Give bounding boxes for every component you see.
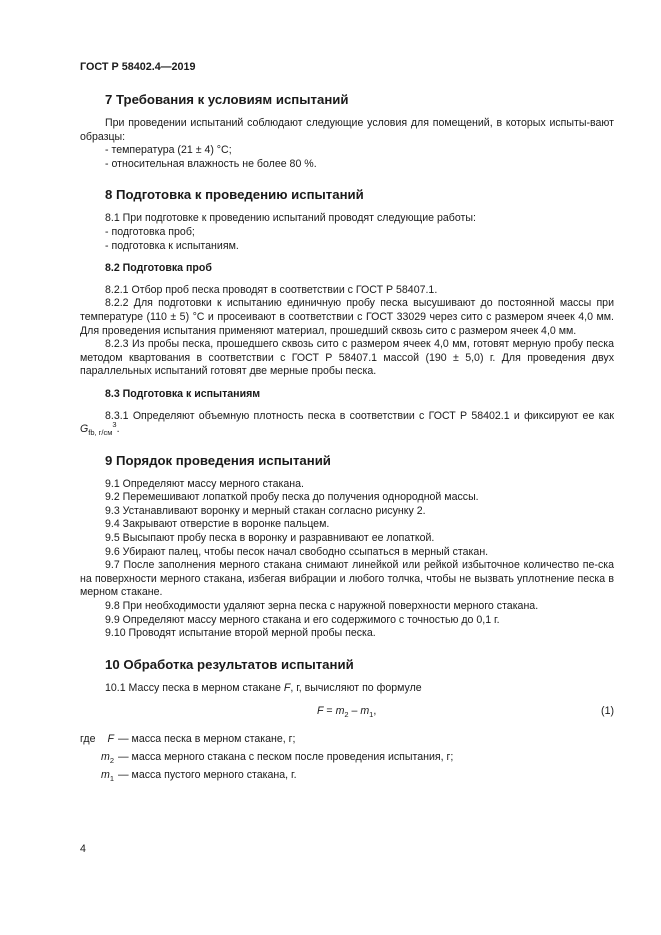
paragraph-8-3-1 (80, 410, 614, 437)
formula-lhs: F (317, 705, 324, 718)
paragraph-end: . (116, 423, 120, 436)
formula-1 (80, 705, 614, 721)
definition-symbol (108, 733, 114, 747)
paragraph-text: 8.3.1 Определяют объемную плотность песка в соответствии с ГОСТ Р 58402.1 и фиксируют ее как (105, 409, 614, 422)
list-item: 9.9 Определяют массу мерного стакана и его содержимого с точностью до 0,1 г. (105, 613, 500, 626)
page-number: 4 (80, 843, 86, 855)
paragraph-10-1 (80, 682, 614, 696)
where-label: где (80, 733, 96, 746)
list-item: 9.4 Закрывают отверстие в воронке пальцем. (105, 518, 330, 531)
list-item: 9.6 Убирают палец, чтобы песок начал свободно ссыпаться в мерный стакан. (105, 545, 489, 558)
subsection-8-3-title: 8.3 Подготовка к испытаниям (105, 387, 261, 400)
symbol-subscript: fb, г/см (88, 428, 113, 438)
definition-symbol (101, 769, 114, 783)
section-8-title: 8 Подготовка к проведению испытаний (105, 187, 364, 203)
symbol-f: F (283, 681, 291, 694)
paragraph-8-2-3: 8.2.3 Из пробы песка, прошедшего сквозь сито с размером ячеек 4,0 мм, готовят мерную пробу песка методом квартования в соответствии с ГОСТ Р 58407.1 массой (190 ± 5,0) г. Для проведения двух параллельных испытаний готовят две мерные пробы песка. (80, 338, 614, 378)
paragraph-8-2-1: 8.2.1 Отбор проб песка проводят в соответствии с ГОСТ Р 58407.1. (105, 283, 438, 296)
formula-end: , (373, 705, 377, 718)
list-item: 9.5 Высыпают пробу песка в воронку и разравнивают ее лопаткой. (105, 532, 435, 545)
section-7-intro: При проведении испытаний соблюдают следующие условия для помещений, в которых испыты-вают образцы: (80, 117, 614, 143)
paragraph-8-2-2: 8.2.2 Для подготовки к испытанию единичную пробу песка высушивают до постоянной массы при температуре (110 ± 5) °С и просеивают в соответствии с ГОСТ 33029 через сито с размером ячеек 4,0 мм. Для проведения испытания применяют материал, прошедший сквозь сито с размером ячеек 4,0 мм. (80, 297, 614, 337)
symbol: F (107, 733, 114, 746)
definition-symbol (101, 751, 114, 765)
section-8-intro: 8.1 При подготовке к проведению испытаний проводят следующие работы: (105, 212, 476, 225)
formula-sub-2: 2 (344, 710, 349, 720)
section-9-title: 9 Порядок проведения испытаний (105, 452, 331, 468)
definition-text: — масса пустого мерного стакана, г. (118, 769, 297, 782)
formula-eq: = (323, 705, 336, 718)
list-item: - подготовка к испытаниям. (105, 239, 239, 252)
formula-sub-1: 1 (369, 710, 374, 720)
formula-m2: m (335, 705, 345, 718)
section-10 (80, 657, 614, 788)
paragraph-text: 10.1 Массу песка в мерном стакане (105, 681, 284, 694)
document-body (80, 92, 614, 787)
definition-row (80, 733, 614, 751)
list-item: 9.10 Проводят испытание второй мерной пробы песка. (105, 627, 376, 640)
definition-row (80, 769, 614, 787)
list-item: 9.1 Определяют массу мерного стакана. (105, 477, 304, 490)
symbol-sub: 2 (109, 756, 114, 766)
list-item: 9.2 Перемешивают лопаткой пробу песка до получения однородной массы. (105, 491, 479, 504)
formula-minus: – (348, 705, 361, 718)
list-item: 9.7 После заполнения мерного стакана снимают линейкой или рейкой избыточное количество пе-ска на поверхности мерного стакана, избегая вибрации и любого толчка, чтобы не вызвать уплотнение песка в мерном стакане. (80, 559, 614, 599)
section-7 (80, 92, 614, 171)
formula-number: (1) (601, 705, 614, 718)
symbol: m (101, 769, 110, 782)
list-item: - подготовка проб; (105, 225, 195, 238)
formula-expression (317, 705, 376, 719)
symbol-g: G (80, 423, 89, 436)
paragraph-text: , г, вычисляют по формуле (290, 681, 422, 694)
document-header: ГОСТ Р 58402.4—2019 (80, 61, 196, 73)
symbol-sub: 1 (109, 774, 114, 784)
list-item: 9.8 При необходимости удаляют зерна песка с наружной поверхности мерного стакана. (105, 600, 539, 613)
definition-row (80, 751, 614, 769)
list-item: - относительная влажность не более 80 %. (105, 157, 317, 170)
formula-m1: m (360, 705, 370, 718)
definition-text: — масса мерного стакана с песком после проведения испытания, г; (118, 751, 454, 764)
section-9 (80, 453, 614, 641)
section-10-title: 10 Обработка результатов испытаний (105, 656, 354, 672)
symbol: m (101, 751, 110, 764)
definition-text: — масса песка в мерном стакане, г; (118, 733, 296, 746)
symbol-superscript: 3 (112, 420, 117, 430)
section-8 (80, 187, 614, 436)
subsection-8-2-title: 8.2 Подготовка проб (105, 262, 212, 275)
list-item: - температура (21 ± 4) °С; (105, 144, 232, 157)
section-7-title: 7 Требования к условиям испытаний (105, 92, 349, 107)
list-item: 9.3 Устанавливают воронку и мерный стакан согласно рисунку 2. (105, 504, 426, 517)
